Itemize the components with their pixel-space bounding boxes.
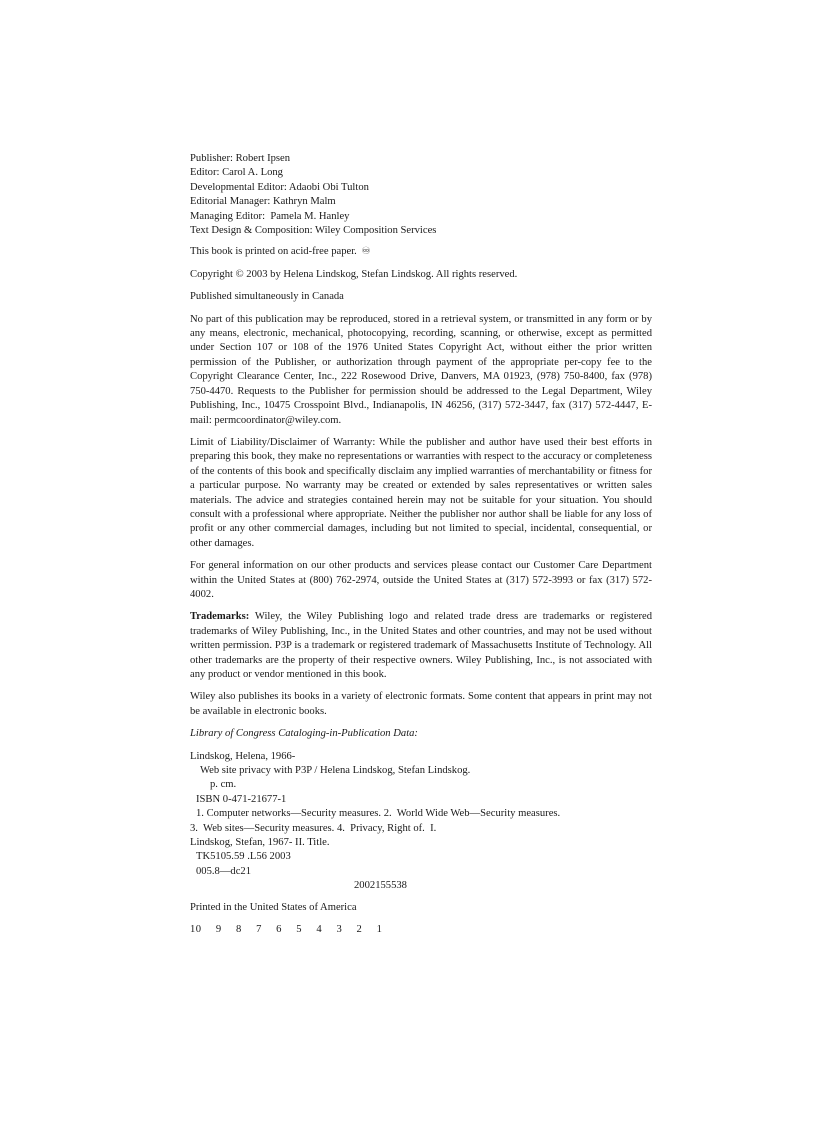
trademarks-text: Wiley, the Wiley Publishing logo and related trade dress are trademarks or registered trademarks of Wiley Publishing, Inc., in the United States and other countries, and may not be used without written permission. P3P is a trademark or registered trademark of Massachusetts Institute of Technology. All other trademarks are the property of their respective owners. Wiley Publishing, Inc., is not associated with any product or vendor mentioned in this book. <box>190 611 652 680</box>
credits-block <box>190 152 652 238</box>
credit-editor: Editor: Carol A. Long <box>190 167 283 179</box>
copyright-page <box>190 152 652 946</box>
copyright-notice: Copyright © 2003 by Helena Lindskog, Stefan Lindskog. All rights reserved. <box>190 268 518 280</box>
cip-author: Lindskog, Helena, 1966- <box>190 750 296 762</box>
cip-pages: p. cm. <box>210 779 237 791</box>
cip-isbn: ISBN 0-471-21677-1 <box>196 793 287 805</box>
cip-lc-class: TK5105.59 .L56 2003 <box>196 851 291 863</box>
cip-subjects-1: 1. Computer networks—Security measures. 2. World Wide Web—Security measures. <box>196 808 561 820</box>
credit-publisher: Publisher: Robert Ipsen <box>190 153 291 164</box>
printing-numbers: 10 9 8 7 6 5 4 3 2 1 <box>190 924 383 936</box>
credit-editorial-manager: Editorial Manager: Kathryn Malm <box>190 196 336 208</box>
liability-disclaimer: Limit of Liability/Disclaimer of Warranty: While the publisher and author have used their best efforts in preparing this book, they make no representations or warranties with respect to the accuracy or completeness of the contents of this book and specifically disclaim any implied warranties of merchantability or fitness for a particular purpose. No warranty may be created or extended by sales representatives or written sales materials. The advice and strategies contained herein may not be suitable for your situation. You should consult with a professional where appropriate. Neither the publisher nor author shall be liable for any loss of profit or any other commercial damages, including but not limited to special, incidental, consequential, or other damages. <box>190 436 652 549</box>
acid-free-notice <box>190 245 652 259</box>
trademarks-notice <box>190 610 652 682</box>
cip-heading: Library of Congress Cataloging-in-Publication Data: <box>190 728 418 740</box>
cip-title: Web site privacy with P3P / Helena Lindskog, Stefan Lindskog. <box>200 765 471 777</box>
credit-text-design: Text Design & Composition: Wiley Composition Services <box>190 225 437 237</box>
credit-developmental-editor: Developmental Editor: Adaobi Obi Tulton <box>190 181 369 193</box>
published-canada: Published simultaneously in Canada <box>190 291 344 303</box>
credit-managing-editor: Managing Editor: Pamela M. Hanley <box>190 210 350 222</box>
trademarks-label: Trademarks: <box>190 611 250 623</box>
electronic-formats-notice: Wiley also publishes its books in a variety of electronic formats. Some content that appears in print may not be available in electronic books. <box>190 691 652 717</box>
printed-in: Printed in the United States of America <box>190 901 357 913</box>
cip-lccn: 2002155538 <box>354 880 407 892</box>
cip-dewey: 005.8—dc21 <box>196 865 252 877</box>
acid-free-infinity-icon: ♾ <box>361 246 371 258</box>
acid-free-text: This book is printed on acid-free paper. <box>190 246 357 258</box>
cip-coauthor: Lindskog, Stefan, 1967- II. Title. <box>190 837 330 849</box>
general-information: For general information on our other products and services please contact our Customer Care Department within the United States at (800) 762-2974, outside the United States at (317) 572-3993 or fax (317) 572-4002. <box>190 560 652 600</box>
cip-subjects-2: 3. Web sites—Security measures. 4. Privacy, Right of. I. <box>190 822 437 834</box>
reproduction-notice: No part of this publication may be reproduced, stored in a retrieval system, or transmitted in any form or by any means, electronic, mechanical, photocopying, recording, scanning, or otherwise, except as permitted under Section 107 or 108 of the 1976 United States Copyright Act, without either the prior written permission of the Publisher, or authorization through payment of the appropriate per-copy fee to the Copyright Clearance Center, Inc., 222 Rosewood Drive, Danvers, MA 01923, (978) 750-8400, fax (978) 750-4470. Requests to the Publisher for permission should be addressed to the Legal Department, Wiley Publishing, Inc., 10475 Crosspoint Blvd., Indianapolis, IN 46256, (317) 572-3447, fax (317) 572-4447, E-mail: permcoordinator@wiley.com. <box>190 313 652 426</box>
cip-block <box>190 750 652 894</box>
